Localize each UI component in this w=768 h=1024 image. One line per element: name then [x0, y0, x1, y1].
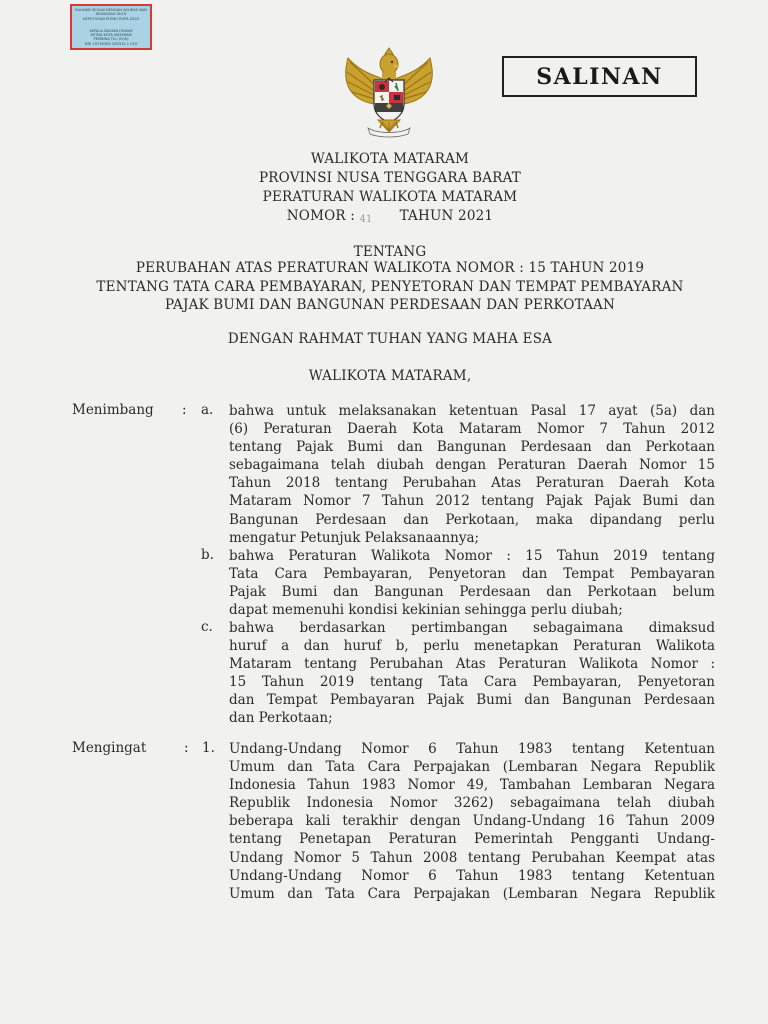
- para-line: Mataram tentang Perubahan Atas Peraturan Walikota Nomor :: [229, 656, 715, 673]
- nomor-label: NOMOR :: [286, 208, 355, 224]
- rahmat-line: DENGAN RAHMAT TUHAN YANG MAHA ESA: [227, 331, 553, 347]
- para-line: 15 Tahun 2019 tentang Tata Cara Pembayaran, Penyetoran: [229, 674, 715, 691]
- header-nomor: [0, 208, 768, 225]
- mengingat-label: Mengingat: [72, 740, 147, 756]
- menimbang-item-c: [229, 619, 715, 728]
- para-line: dan Tempat Pembayaran Pajak Bumi dan Bangunan Perdesaan: [229, 692, 715, 709]
- para-line: Undang-Undang Nomor 6 Tahun 1983 tentang Ketentuan: [229, 867, 715, 884]
- menimbang-marker-a: a.: [201, 402, 214, 418]
- stamp-line: DIUNGGAH OLEH: [95, 12, 127, 17]
- para-line: Undang-Undang Nomor 6 Tahun 1983 tentang Ketentuan: [229, 741, 715, 757]
- walikota-line: WALIKOTA MATARAM,: [308, 368, 472, 384]
- para-line: bahwa untuk melaksanakan ketentuan Pasal 17 ayat (5a) dan: [229, 403, 715, 419]
- para-line: Indonesia Tahun 1983 Nomor 49, Tambahan Lembaran Negara: [229, 777, 715, 794]
- para-line: Umum dan Tata Cara Perpajakan (Lembaran Negara Republik: [229, 759, 715, 776]
- tahun-label: TAHUN 2021: [399, 208, 494, 224]
- tentang-line-2: TENTANG TATA CARA PEMBAYARAN, PENYETORAN DAN TEMPAT PEMBAYARAN: [96, 279, 684, 295]
- para-line: Bangunan Perdesaan dan Perkotaan, maka dipandang perlu: [229, 511, 715, 528]
- menimbang-colon: :: [182, 402, 187, 418]
- para-line: Umum dan Tata Cara Perpajakan (Lembaran Negara Republik: [229, 885, 715, 902]
- menimbang-label: Menimbang: [72, 402, 154, 418]
- stamp-line: KEPALA BAGIAN HUKUM: [89, 28, 133, 33]
- verification-stamp: [70, 4, 152, 50]
- stamp-line: NIP. 19730305 200312 1 010: [84, 41, 138, 46]
- para-line: tentang Pajak Bumi dan Bangunan Perdesaan dan Perkotaan: [229, 439, 715, 456]
- para-line: Tahun 2018 tentang Perubahan Atas Peraturan Daerah Kota: [229, 475, 715, 492]
- header-line-2: PROVINSI NUSA TENGGARA BARAT: [259, 170, 521, 186]
- mengingat-marker-1: 1.: [202, 740, 215, 756]
- para-line: bahwa berdasarkan pertimbangan sebagaimana dimaksud: [229, 620, 715, 636]
- header-line-1: WALIKOTA MATARAM: [310, 151, 470, 167]
- menimbang-item-a: [229, 402, 715, 547]
- tentang-line-1: PERUBAHAN ATAS PERATURAN WALIKOTA NOMOR : 15 TAHUN 2019: [135, 260, 645, 276]
- tentang-label: TENTANG: [353, 244, 427, 260]
- nomor-value: 41: [359, 214, 373, 225]
- para-line: dan Perkotaan;: [229, 710, 333, 727]
- garuda-pancasila-icon: [338, 46, 440, 138]
- salinan-box: [502, 56, 697, 97]
- mengingat-item-1: [229, 740, 715, 903]
- para-line: tentang Penetapan Peraturan Pemerintah Pengganti Undang-: [229, 831, 715, 848]
- para-line: dapat memenuhi kondisi kekinian sehingga perlu diubah;: [229, 602, 623, 619]
- tentang-line-3: PAJAK BUMI DAN BANGUNAN PERDESAAN DAN PERKOTAAN: [164, 297, 616, 313]
- para-line: (6) Peraturan Daerah Kota Mataram Nomor 7 Tahun 2012: [229, 421, 715, 438]
- stamp-line: KEPUTUSAN PLENO RUPA 2020: [83, 16, 139, 21]
- para-line: Pajak Bumi dan Bangunan Perdesaan dan Perkotaan belum: [229, 584, 715, 601]
- menimbang-marker-b: b.: [201, 547, 214, 563]
- stamp-line: SETDA KOTA MATARAM: [90, 33, 132, 38]
- para-line: mengatur Petunjuk Pelaksanaannya;: [229, 529, 480, 546]
- para-line: huruf a dan huruf b, perlu menetapkan Peraturan Walikota: [229, 638, 715, 655]
- para-line: Republik Indonesia Nomor 3262) sebagaimana telah diubah: [229, 795, 715, 812]
- mengingat-colon: :: [184, 740, 189, 756]
- para-line: beberapa kali terakhir dengan Undang-Undang 16 Tahun 2009: [229, 813, 715, 830]
- para-line: Tata Cara Pembayaran, Penyetoran dan Tempat Pembayaran: [229, 566, 715, 583]
- menimbang-marker-c: c.: [201, 619, 213, 635]
- stamp-line: SALINAN SESUAI DENGAN ASLINYA DAN: [75, 8, 147, 12]
- stamp-line: PEMBINA TK.I (IV/b): [93, 37, 129, 42]
- para-line: Undang Nomor 5 Tahun 2008 tentang Perubahan Keempat atas: [229, 849, 715, 866]
- para-line: bahwa Peraturan Walikota Nomor : 15 Tahun 2019 tentang: [229, 548, 715, 564]
- para-line: Mataram Nomor 7 Tahun 2012 tentang Pajak Pajak Bumi dan: [229, 493, 715, 510]
- salinan-label: SALINAN: [536, 63, 663, 90]
- para-line: sebagaimana telah diubah dengan Peraturan Daerah Nomor 15: [229, 457, 715, 474]
- header-line-3: PERATURAN WALIKOTA MATARAM: [262, 189, 518, 205]
- menimbang-item-b: [229, 547, 715, 619]
